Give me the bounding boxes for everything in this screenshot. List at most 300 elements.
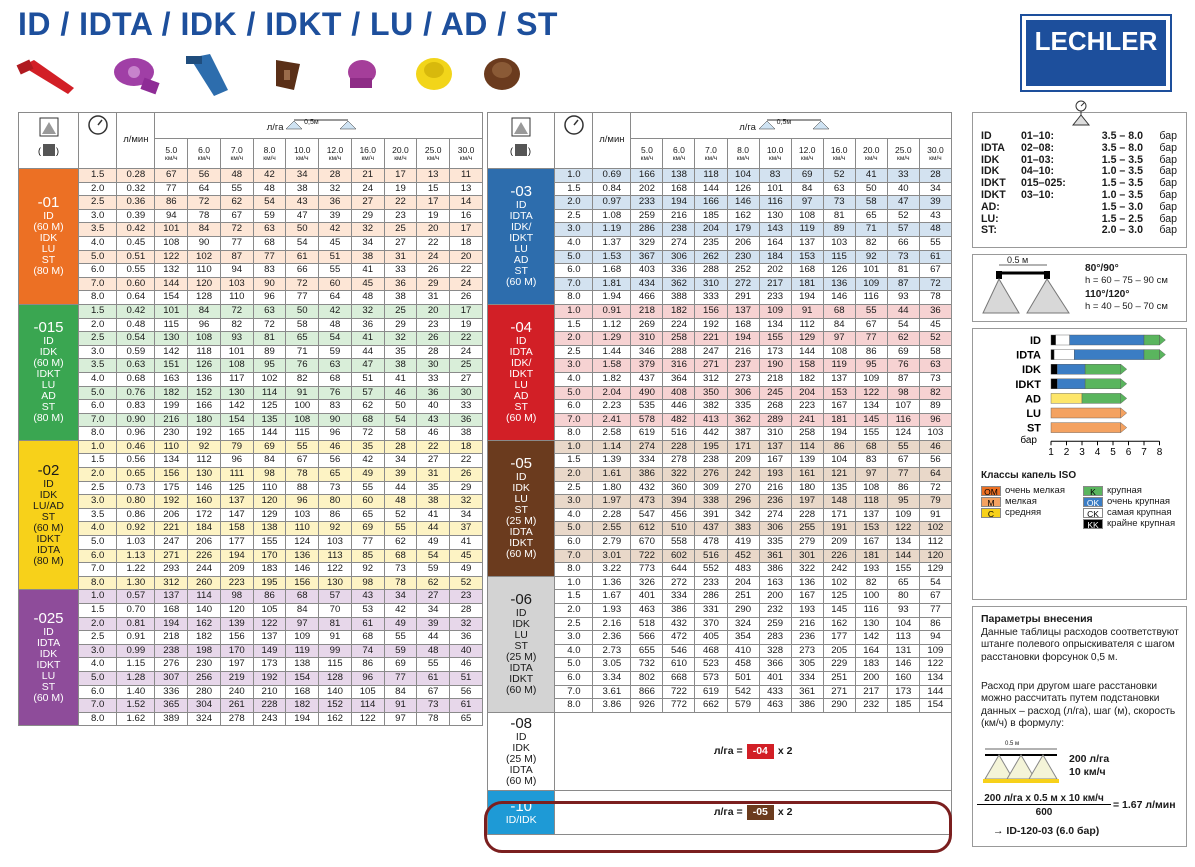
nozzle-type: IDK (39, 232, 58, 245)
rate-cell: 120 (188, 277, 221, 291)
nozzle-code: -015 (33, 319, 64, 337)
rate-cell: 130 (759, 209, 791, 223)
pressure-cell: 5.0 (555, 522, 593, 536)
nozzle-type: (60 M) (33, 221, 64, 234)
rate-cell: 50 (286, 223, 319, 237)
svg-text:): ) (528, 146, 532, 157)
speed-header (155, 139, 188, 169)
rate-cell: 28 (384, 440, 417, 454)
rate-cell: 101 (220, 345, 253, 359)
rate-cell: 230 (188, 658, 221, 672)
rate-cell: 125 (220, 481, 253, 495)
nozzle-type: LU (514, 493, 528, 506)
rate-cell: 36 (417, 386, 450, 400)
rate-cell: 69 (351, 522, 384, 536)
droplet-bar-chart (973, 329, 1186, 469)
rate-cell: 306 (663, 250, 695, 264)
speed-value: 5.0 (641, 144, 653, 155)
flow-cell: 1.52 (117, 699, 155, 713)
nozzle-type: LU/AD (33, 500, 64, 513)
rate-cell: 244 (188, 563, 221, 577)
rate-cell: 152 (319, 699, 352, 713)
rate-cell: 62 (351, 400, 384, 414)
speed-unit: км/ч (165, 154, 178, 162)
pressure-range: 1.5 – 3.0 (1101, 200, 1143, 213)
rate-cell: 322 (791, 563, 823, 577)
rate-cell: 46 (417, 427, 450, 441)
rate-cell: 216 (759, 481, 791, 495)
flow-cell: 0.42 (117, 223, 155, 237)
rate-cell: 183 (855, 658, 887, 672)
flow-cell: 2.79 (593, 536, 631, 550)
table-row (19, 549, 483, 563)
rate-cell: 97 (286, 617, 319, 631)
rate-cell: 335 (727, 400, 759, 414)
rate-cell: 773 (631, 563, 663, 577)
rate-cell: 40 (450, 644, 483, 658)
rate-cell: 558 (663, 536, 695, 550)
rate-cell: 142 (855, 631, 887, 645)
rate-cell: 61 (286, 250, 319, 264)
speed-unit: км/ч (197, 154, 211, 162)
example-rate: 200 л/га (1069, 753, 1110, 765)
bar-tip (1160, 350, 1166, 360)
rate-cell: 39 (417, 617, 450, 631)
rate-cell: 619 (695, 685, 727, 699)
speed-value: 6.0 (198, 144, 210, 155)
rate-cell: 391 (695, 508, 727, 522)
nozzle-type: (80 M) (33, 265, 64, 278)
rate-cell: 130 (855, 617, 887, 631)
rate-cell: 94 (220, 264, 253, 278)
rate-cell: 167 (759, 454, 791, 468)
nozzle-type: IDK (512, 741, 530, 754)
rate-cell: 65 (887, 576, 919, 590)
rate-cell: 77 (384, 671, 417, 685)
rate-cell: 175 (155, 481, 188, 495)
flow-cell: 1.29 (593, 332, 631, 346)
rate-cell: 45 (919, 318, 951, 332)
bar-segment (1144, 335, 1160, 345)
rate-cell: 112 (919, 536, 951, 550)
table-row (19, 304, 483, 318)
rate-cell: 190 (759, 359, 791, 373)
nozzle-type: IDK/ (510, 221, 532, 234)
params-box (972, 606, 1187, 847)
rate-cell: 116 (855, 291, 887, 305)
rate-cell: 89 (823, 223, 855, 237)
bar-segment (1144, 350, 1160, 360)
rate-cell: 136 (286, 549, 319, 563)
rate-cell: 216 (155, 413, 188, 427)
rate-cell: 24 (450, 277, 483, 291)
rate-cell: 433 (759, 685, 791, 699)
rate-cell: 147 (220, 508, 253, 522)
rate-cell: 39 (319, 209, 352, 223)
rate-cell: 168 (791, 264, 823, 278)
spray-angle-icon (979, 259, 1089, 319)
nozzle-type: IDKT (509, 537, 534, 550)
rate-cell: 442 (695, 427, 727, 441)
rate-cell: 97 (823, 332, 855, 346)
boom-sketch-icon (979, 743, 1063, 789)
speed-value: 16.0 (830, 144, 848, 155)
flow-cell: 2.23 (593, 400, 631, 414)
rate-cell: 134 (919, 671, 951, 685)
rate-cell: 161 (791, 468, 823, 482)
rate-cell: 160 (887, 671, 919, 685)
nozzle-type: IDTA (36, 637, 61, 650)
nozzle-name: LU: (981, 212, 999, 225)
rate-cell: 183 (253, 563, 286, 577)
rate-cell: 155 (253, 536, 286, 550)
speed-value: 25.0 (895, 144, 912, 155)
rate-cell: 32 (351, 223, 384, 237)
rate-cell: 52 (384, 508, 417, 522)
rate-cell: 602 (663, 549, 695, 563)
rate-cell: 108 (823, 345, 855, 359)
bar-label: IDK (1022, 364, 1041, 377)
rate-cell: 104 (887, 617, 919, 631)
rate-cell: 413 (695, 413, 727, 427)
rate-cell: 72 (286, 277, 319, 291)
rate-cell: 326 (631, 576, 663, 590)
rate-cell: 80 (887, 590, 919, 604)
speed-header (188, 139, 221, 169)
rate-cell: 111 (220, 468, 253, 482)
rate-cell: 360 (663, 481, 695, 495)
bar-segment (1056, 335, 1070, 345)
pressure-cell: 8.0 (555, 427, 593, 441)
rate-cell: 34 (450, 508, 483, 522)
flow-cell: 0.83 (117, 400, 155, 414)
rate-cell: 336 (155, 685, 188, 699)
flow-cell: 1.30 (117, 576, 155, 590)
table-row (488, 427, 952, 441)
rate-cell: 98 (253, 468, 286, 482)
speed-header (286, 139, 319, 169)
rate-cell: 82 (286, 372, 319, 386)
table-row (488, 291, 952, 305)
pressure-unit: бар (1159, 165, 1177, 178)
table-row (488, 454, 952, 468)
rate-cell: 22 (450, 264, 483, 278)
right-flow-table (487, 112, 952, 835)
pressure-cell: 3.5 (79, 223, 117, 237)
angle-2: 110°/120° (1085, 289, 1130, 300)
formula-mult: x 2 (777, 744, 793, 757)
rate-cell: 386 (631, 468, 663, 482)
rate-cell: 305 (791, 658, 823, 672)
rate-cell: 329 (631, 236, 663, 250)
rate-cell: 30 (417, 359, 450, 373)
bar-label: ST (1026, 422, 1041, 435)
rate-cell: 177 (220, 536, 253, 550)
rate-cell: 129 (791, 332, 823, 346)
table-row (19, 236, 483, 250)
flow-cell: 3.61 (593, 685, 631, 699)
nozzle-type: (60 M) (506, 412, 537, 425)
rate-cell: 148 (823, 495, 855, 509)
rate-cell: 58 (855, 196, 887, 210)
brand-logo (1020, 14, 1172, 92)
rate-cell: 32 (450, 495, 483, 509)
bar-tip (1121, 423, 1127, 433)
pressure-cell: 1.0 (79, 440, 117, 454)
rate-cell: 43 (286, 196, 319, 210)
rate-cell: 386 (791, 699, 823, 713)
drop-label: очень крупная (1107, 496, 1171, 507)
pressure-cell: 1.5 (79, 454, 117, 468)
rate-cell: 58 (384, 427, 417, 441)
rate-cell: 446 (663, 400, 695, 414)
pressure-line (981, 155, 1177, 167)
rate-cell: 342 (727, 508, 759, 522)
rate-cell: 65 (450, 712, 483, 726)
rate-cell: 173 (887, 685, 919, 699)
rate-cell: 55 (855, 304, 887, 318)
rate-cell: 54 (887, 318, 919, 332)
pressure-cell: 2.0 (555, 604, 593, 618)
nozzle-type: IDTA (36, 544, 61, 557)
nozzle-yellow-icon (416, 58, 452, 90)
rate-cell: 206 (188, 536, 221, 550)
flow-cell: 0.81 (117, 617, 155, 631)
rate-cell: 122 (319, 563, 352, 577)
pressure-cell: 1.0 (555, 304, 593, 318)
rate-cell: 237 (727, 359, 759, 373)
bar-label: AD (1025, 393, 1041, 406)
pressure-cell: 8.0 (79, 576, 117, 590)
table-row (488, 209, 952, 223)
rate-cell: 772 (663, 699, 695, 713)
pressure-cell: 6.0 (555, 536, 593, 550)
rate-cell: 333 (695, 291, 727, 305)
flow-cell: 1.94 (593, 291, 631, 305)
table-row (19, 576, 483, 590)
pressure-line (981, 214, 1177, 226)
rate-cell: 228 (791, 508, 823, 522)
rate-cell: 324 (727, 617, 759, 631)
rate-cell: 134 (759, 318, 791, 332)
rate-cell: 34 (384, 590, 417, 604)
bar-label: IDTA (1016, 349, 1041, 362)
rate-cell: 365 (155, 699, 188, 713)
nozzle-group--04 (488, 304, 555, 440)
rate-cell: 50 (384, 400, 417, 414)
rate-cell: 33 (450, 400, 483, 414)
rate-cell: 162 (188, 617, 221, 631)
pressure-cell: 6.0 (79, 264, 117, 278)
nozzle-type: (80 M) (33, 555, 64, 568)
table-row (488, 522, 952, 536)
rate-cell: 370 (695, 617, 727, 631)
speed-header (727, 139, 759, 169)
rate-cell: 73 (823, 196, 855, 210)
speed-value: 25.0 (424, 144, 442, 155)
rate-cell: 334 (663, 590, 695, 604)
nozzle-range: 02–08: (1021, 141, 1054, 154)
drop-swatch: M (981, 497, 1001, 507)
flow-cell: 1.68 (593, 264, 631, 278)
table-row (488, 644, 952, 658)
rate-cell: 86 (351, 658, 384, 672)
speed-value: 10.0 (766, 144, 784, 155)
rate-cell: 14 (450, 196, 483, 210)
rate-cell: 206 (155, 508, 188, 522)
pressure-cell: 6.0 (79, 685, 117, 699)
pressure-cell: 1.5 (79, 304, 117, 318)
rate-cell: 182 (286, 699, 319, 713)
rate-cell: 165 (220, 427, 253, 441)
pressure-cell: 2.0 (79, 617, 117, 631)
nozzle-type: LU (514, 629, 528, 642)
rate-cell: 271 (695, 359, 727, 373)
rate-cell: 261 (220, 699, 253, 713)
rate-cell: 34 (351, 236, 384, 250)
rate-cell: 27 (417, 454, 450, 468)
nozzle-header-cell (19, 113, 79, 169)
rate-cell: 270 (727, 481, 759, 495)
nozzle-type: IDK (512, 482, 530, 495)
rate-cell: 55 (286, 440, 319, 454)
rate-cell: 154 (220, 413, 253, 427)
table-row (488, 182, 952, 196)
speed-value: 7.0 (230, 144, 243, 155)
rate-cell: 162 (727, 209, 759, 223)
rate-cell: 40 (887, 182, 919, 196)
pressure-cell: 4.0 (79, 658, 117, 672)
rate-cell: 128 (188, 291, 221, 305)
rate-cell: 103 (286, 508, 319, 522)
rate-cell: 81 (887, 264, 919, 278)
table-row (488, 236, 952, 250)
nozzle-type: IDKT (36, 533, 61, 546)
speed-header (855, 139, 887, 169)
rate-cell: 110 (253, 481, 286, 495)
speed-unit: км/ч (459, 154, 473, 162)
rate-cell: 387 (727, 427, 759, 441)
rate-cell: 52 (823, 169, 855, 183)
speed-header (823, 139, 855, 169)
rate-cell: 168 (663, 182, 695, 196)
speed-unit: км/ч (640, 154, 654, 162)
nozzle-header-icon (508, 116, 534, 160)
table-row (488, 495, 952, 509)
rate-cell: 181 (823, 413, 855, 427)
pressure-cell: 1.5 (79, 604, 117, 618)
rate-cell: 307 (155, 671, 188, 685)
pressure-cell: 5.0 (79, 536, 117, 550)
flow-cell: 3.86 (593, 699, 631, 713)
rate-cell: 48 (319, 318, 352, 332)
rate-cell: 13 (450, 182, 483, 196)
rate-cell: 437 (695, 522, 727, 536)
rate-cell: 97 (384, 712, 417, 726)
rate-cell: 27 (384, 236, 417, 250)
bar-segment (1057, 379, 1085, 389)
rate-cell: 328 (759, 644, 791, 658)
rate-cell: 610 (663, 658, 695, 672)
nozzle-type: IDKT (509, 673, 534, 686)
bar-segment (1051, 379, 1057, 389)
pressure-cell: 8.0 (79, 427, 117, 441)
pressure-range: 1.0 – 3.5 (1101, 165, 1143, 178)
pressure-cell: 6.0 (79, 549, 117, 563)
pressure-cell: 2.0 (555, 332, 593, 346)
rate-cell: 184 (188, 522, 221, 536)
nozzle-type: ID (43, 478, 54, 491)
rate-cell: 331 (695, 604, 727, 618)
rate-cell: 43 (919, 209, 951, 223)
rate-cell: 41 (450, 536, 483, 550)
nozzle-type: LU (41, 379, 56, 392)
rate-cell: 36 (450, 631, 483, 645)
rate-cell: 114 (188, 590, 221, 604)
nozzle-group--03 (488, 169, 555, 305)
rate-cell: 202 (631, 182, 663, 196)
rate-cell: 67 (155, 169, 188, 183)
rate-cell: 118 (855, 495, 887, 509)
nozzle-type: (60 M) (33, 357, 64, 370)
rate-cell: 79 (220, 440, 253, 454)
pressure-cell: 1.5 (79, 169, 117, 183)
rate-cell: 137 (759, 440, 791, 454)
rate-cell: 552 (695, 563, 727, 577)
nozzle-type: IDKT (509, 232, 534, 245)
pressure-header-cell (79, 113, 117, 169)
nozzle-type: ST (41, 511, 56, 524)
table-row (488, 413, 952, 427)
rate-cell: 456 (663, 508, 695, 522)
rate-cell: 112 (188, 454, 221, 468)
rate-cell: 143 (759, 223, 791, 237)
rate-cell: 83 (319, 400, 352, 414)
flow-cell: 0.42 (117, 304, 155, 318)
rate-cell: 98 (887, 386, 919, 400)
speed-value: 30.0 (457, 144, 475, 155)
speed-value: 10.0 (293, 144, 311, 155)
rate-cell: 310 (695, 277, 727, 291)
nozzle-type: (60 M) (33, 692, 64, 705)
rate-cell: 38 (384, 359, 417, 373)
rate-cell: 59 (319, 345, 352, 359)
rate-cell: 452 (727, 549, 759, 563)
table-row (488, 223, 952, 237)
rate-cell: 288 (663, 345, 695, 359)
rate-cell: 336 (663, 264, 695, 278)
rate-cell: 338 (695, 495, 727, 509)
nozzle-name: ID (981, 130, 992, 142)
nozzle-code: -06 (510, 591, 533, 609)
drop-class (981, 518, 1079, 529)
rate-cell: 259 (759, 617, 791, 631)
nozzle-type: (60 M) (506, 276, 537, 289)
rate-cell: 68 (384, 549, 417, 563)
rate-cell: 216 (791, 617, 823, 631)
flow-cell: 3.05 (593, 658, 631, 672)
rate-cell: 226 (823, 549, 855, 563)
rate-cell: 226 (188, 549, 221, 563)
pressure-cell: 4.0 (79, 372, 117, 386)
nozzle-type: IDK (39, 489, 58, 502)
nozzle-header-cell (488, 113, 555, 169)
pressure-unit: бар (1159, 188, 1177, 201)
flow-cell: 1.61 (593, 468, 631, 482)
rate-cell: 144 (791, 345, 823, 359)
rate-cell: 182 (663, 304, 695, 318)
table-row (488, 345, 952, 359)
